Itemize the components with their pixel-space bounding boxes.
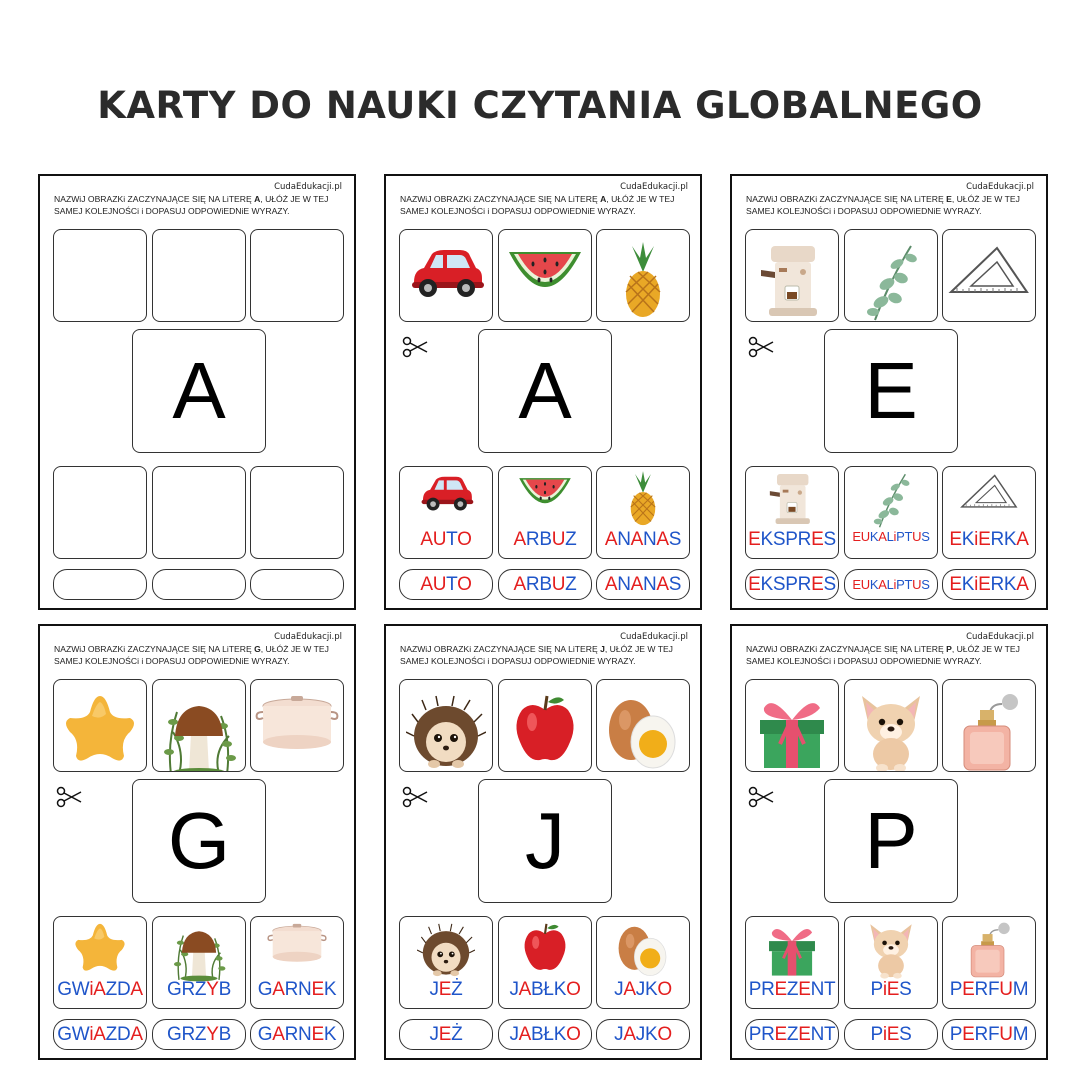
instruction-prefix: NAZWiJ OBRAZKi ZACZYNAJĄCE SIĘ NA LiTERĘ (54, 194, 255, 204)
picture-word-card[interactable] (53, 916, 147, 1009)
card-word: GRZYB (167, 979, 231, 1000)
instruction-suffix: , UŁÓŻ JE W TEJ SAMEJ KOLEJNOŚCi i DOPASUJ ODPOWiEDNiE WYRAZY. (400, 194, 675, 216)
worksheet-card (38, 174, 356, 610)
card-word: JAJKO (614, 979, 672, 1000)
word-pill[interactable] (53, 569, 147, 600)
pill-word: GWiAZDA (57, 1024, 143, 1045)
scissors-icon (402, 336, 428, 358)
picture-word-card[interactable] (745, 466, 839, 559)
instruction-prefix: NAZWiJ OBRAZKi ZACZYNAJĄCE SIĘ NA LiTERĘ (400, 644, 601, 654)
pill-word: PREZENT (748, 1024, 836, 1045)
scissors-icon (748, 336, 774, 358)
scissors-icon (748, 786, 774, 808)
brand-label: CudaEdukacji.pl (620, 632, 688, 642)
picture-word-card[interactable] (942, 916, 1036, 1009)
picture-word-card[interactable] (596, 916, 690, 1009)
card-word: EKSPRES (748, 529, 836, 550)
instruction-letter: J (600, 644, 605, 654)
instruction-suffix: , UŁÓŻ JE W TEJ SAMEJ KOLEJNOŚCi i DOPASUJ ODPOWiEDNiE WYRAZY. (746, 644, 1020, 666)
picture-word-card[interactable] (942, 466, 1036, 559)
scissors-icon (56, 786, 82, 808)
picture-word-card[interactable] (596, 466, 690, 559)
pill-word: ARBUZ (513, 574, 577, 595)
pill-word: GRZYB (167, 1024, 231, 1045)
word-pill[interactable] (942, 1019, 1036, 1050)
word-pill[interactable] (745, 1019, 839, 1050)
picture-card[interactable] (942, 229, 1036, 322)
picture-card[interactable] (53, 229, 147, 322)
instruction-suffix: , UŁÓŻ JE W TEJ SAMEJ KOLEJNOŚCi i DOPASUJ ODPOWiEDNiE WYRAZY. (54, 194, 329, 216)
card-word: ARBUZ (513, 529, 577, 550)
instruction-prefix: NAZWiJ OBRAZKi ZACZYNAJĄCE SIĘ NA LiTERĘ (746, 194, 947, 204)
picture-card[interactable] (152, 229, 246, 322)
picture-card[interactable] (498, 679, 592, 772)
card-word: GWiAZDA (57, 979, 143, 1000)
word-pill[interactable] (250, 1019, 344, 1050)
picture-word-card[interactable] (844, 466, 938, 559)
big-letter: E (824, 329, 958, 453)
brand-label: CudaEdukacji.pl (966, 632, 1034, 642)
card-word: EKiERKA (949, 529, 1029, 550)
instruction-text (400, 643, 692, 667)
picture-word-card[interactable] (152, 466, 246, 559)
scissors-icon (402, 786, 428, 808)
card-word: AUTO (420, 529, 472, 550)
word-pill[interactable] (399, 569, 493, 600)
instruction-letter: P (946, 644, 952, 654)
picture-word-card[interactable] (399, 916, 493, 1009)
card-word: PERFUM (949, 979, 1029, 1000)
pill-word: PERFUM (949, 1024, 1029, 1045)
picture-card[interactable] (399, 679, 493, 772)
pill-word: EKSPRES (748, 574, 836, 595)
worksheet-card (730, 624, 1048, 1060)
pill-word: JABŁKO (509, 1024, 581, 1045)
card-word: PiES (870, 979, 912, 1000)
instruction-text (54, 193, 346, 217)
word-pill[interactable] (745, 569, 839, 600)
picture-word-card[interactable] (53, 466, 147, 559)
picture-word-card[interactable] (250, 916, 344, 1009)
pill-word: EKiERKA (949, 574, 1029, 595)
picture-card[interactable] (596, 229, 690, 322)
picture-card[interactable] (942, 679, 1036, 772)
big-letter: A (132, 329, 266, 453)
worksheet-card (384, 174, 702, 610)
picture-card[interactable] (844, 229, 938, 322)
word-pill[interactable] (844, 1019, 938, 1050)
big-letter: G (132, 779, 266, 903)
picture-card[interactable] (152, 679, 246, 772)
instruction-text (746, 643, 1038, 667)
picture-card[interactable] (498, 229, 592, 322)
picture-card[interactable] (745, 679, 839, 772)
instruction-text (54, 643, 346, 667)
picture-word-card[interactable] (745, 916, 839, 1009)
page-title: KARTY DO NAUKI CZYTANIA GLOBALNEGO (97, 84, 983, 127)
big-letter: J (478, 779, 612, 903)
word-pill[interactable] (498, 569, 592, 600)
pill-word: GARNEK (257, 1024, 337, 1045)
picture-card[interactable] (53, 679, 147, 772)
instruction-suffix: , UŁÓŻ JE W TEJ SAMEJ KOLEJNOŚCi i DOPASUJ ODPOWiEDNiE WYRAZY. (54, 644, 329, 666)
card-word: PREZENT (748, 979, 836, 1000)
picture-word-card[interactable] (844, 916, 938, 1009)
card-word: EUKALiPTUS (852, 529, 930, 544)
picture-card[interactable] (250, 679, 344, 772)
instruction-prefix: NAZWiJ OBRAZKi ZACZYNAJĄCE SIĘ NA LiTERĘ (400, 194, 601, 204)
picture-word-card[interactable] (498, 466, 592, 559)
instruction-letter: G (254, 644, 261, 654)
instruction-suffix: , UŁÓŻ JE W TEJ SAMEJ KOLEJNOŚCi i DOPASUJ ODPOWiEDNiE WYRAZY. (746, 194, 1020, 216)
picture-word-card[interactable] (152, 916, 246, 1009)
word-pill[interactable] (844, 569, 938, 600)
instruction-letter: A (600, 194, 607, 204)
card-word: GARNEK (257, 979, 337, 1000)
worksheet-card (730, 174, 1048, 610)
picture-card[interactable] (844, 679, 938, 772)
word-pill[interactable] (498, 1019, 592, 1050)
big-letter: P (824, 779, 958, 903)
big-letter: A (478, 329, 612, 453)
instruction-suffix: , UŁÓŻ JE W TEJ SAMEJ KOLEJNOŚCi i DOPASUJ ODPOWiEDNiE WYRAZY. (400, 644, 673, 666)
brand-label: CudaEdukacji.pl (274, 182, 342, 192)
pill-word: AUTO (420, 574, 472, 595)
word-pill[interactable] (53, 1019, 147, 1050)
picture-card[interactable] (596, 679, 690, 772)
word-pill[interactable] (942, 569, 1036, 600)
instruction-prefix: NAZWiJ OBRAZKi ZACZYNAJĄCE SIĘ NA LiTERĘ (746, 644, 947, 654)
instruction-prefix: NAZWiJ OBRAZKi ZACZYNAJĄCE SIĘ NA LiTERĘ (54, 644, 255, 654)
word-pill[interactable] (596, 1019, 690, 1050)
word-pill[interactable] (152, 1019, 246, 1050)
card-word: JABŁKO (509, 979, 581, 1000)
instruction-letter: A (254, 194, 261, 204)
pill-word: ANANAS (604, 574, 682, 595)
word-pill[interactable] (152, 569, 246, 600)
pill-word: JAJKO (614, 1024, 672, 1045)
picture-word-card[interactable] (399, 466, 493, 559)
card-word: JEŻ (429, 979, 463, 1000)
word-pill[interactable] (399, 1019, 493, 1050)
brand-label: CudaEdukacji.pl (274, 632, 342, 642)
picture-card[interactable] (745, 229, 839, 322)
picture-word-card[interactable] (250, 466, 344, 559)
instruction-text (400, 193, 692, 217)
card-word: ANANAS (604, 529, 682, 550)
word-pill[interactable] (250, 569, 344, 600)
worksheet-card (38, 624, 356, 1060)
instruction-letter: E (946, 194, 952, 204)
brand-label: CudaEdukacji.pl (966, 182, 1034, 192)
pill-word: JEŻ (429, 1024, 463, 1045)
picture-card[interactable] (250, 229, 344, 322)
pill-word: PiES (870, 1024, 912, 1045)
brand-label: CudaEdukacji.pl (620, 182, 688, 192)
picture-word-card[interactable] (498, 916, 592, 1009)
word-pill[interactable] (596, 569, 690, 600)
instruction-text (746, 193, 1038, 217)
picture-card[interactable] (399, 229, 493, 322)
worksheet-card (384, 624, 702, 1060)
pill-word: EUKALiPTUS (852, 577, 930, 592)
